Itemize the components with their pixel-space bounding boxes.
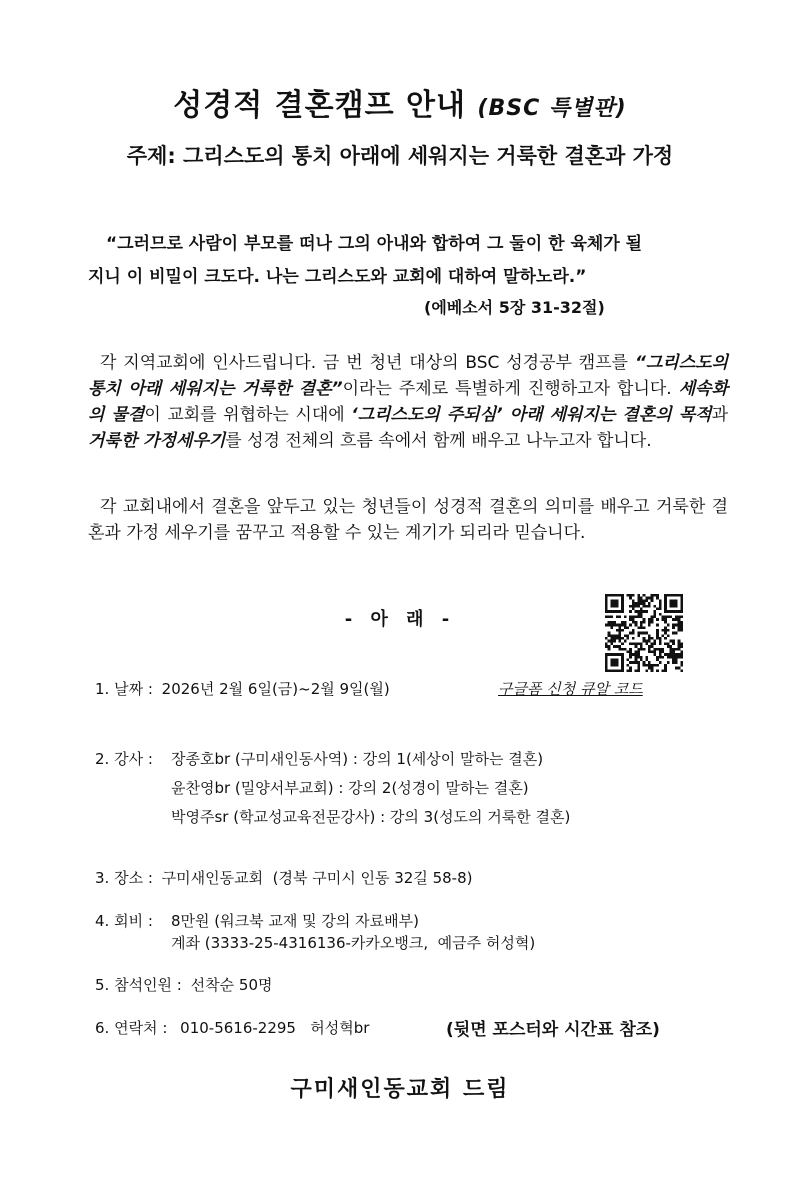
verse-line-2: 지니 이 비밀이 크도다. 나는 그리스도와 교회에 대하여 말하노라.” <box>88 267 587 287</box>
item-contact <box>95 1016 369 1040</box>
item-contact-value: 010-5616-2295 허성혁br <box>180 1019 370 1037</box>
qr-code[interactable] <box>605 594 683 672</box>
qr-caption: 구글폼 신청 큐알 코드 <box>498 680 643 698</box>
item-place-label: 3. 장소 : <box>95 869 153 887</box>
item-attendees-value: 선착순 50명 <box>190 976 273 994</box>
title-tag: (BSC 특별판) <box>477 96 627 121</box>
see-back-note: (뒷면 포스터와 시간표 참조) <box>446 1020 660 1040</box>
lecturer-row: 윤찬영br (밀양서부교회) : 강의 2(성경이 말하는 결혼) <box>171 779 529 797</box>
p1-emphasis-lordship: ‘그리스도의 주되심’ 아래 세워지는 결혼의 목적 <box>351 405 712 425</box>
item-fee-account: 계좌 (3333-25-4316136-카카오뱅크, 예금주 허성혁) <box>171 934 536 952</box>
lecturer-row: 박영주sr (학교성교육전문강사) : 강의 3(성도의 거룩한 결혼) <box>171 808 571 826</box>
item-place-value: 구미새인동교회 (경북 구미시 인동 32길 58-8) <box>161 869 473 887</box>
p1-text-2: 이라는 주제로 특별하게 진행하고자 합니다. <box>342 379 679 399</box>
item-date <box>95 677 390 701</box>
item-contact-label: 6. 연락처 : <box>95 1019 168 1037</box>
title-main: 성경적 결혼캠프 안내 <box>173 88 466 123</box>
p1-text-5: 를 성경 전체의 흐름 속에서 함께 배우고 나누고자 합니다. <box>225 431 652 451</box>
intro-paragraph <box>88 350 728 454</box>
lecturer-row: 장종호br (구미새인동사역) : 강의 1(세상이 말하는 결혼) <box>171 750 544 768</box>
verse-reference: (에베소서 5장 31-32절) <box>424 298 605 317</box>
verse-line-1: “그러므로 사람이 부모를 떠나 그의 아내와 합하여 그 둘이 한 육체가 될 <box>106 234 643 254</box>
item-date-value: 2026년 2월 6일(금)~2월 9일(월) <box>161 680 390 698</box>
item-attendees-label: 5. 참석인원 : <box>95 976 182 994</box>
bible-verse <box>88 228 728 294</box>
p1-text-4: 과 <box>711 405 728 425</box>
p1-emphasis-family: 거룩한 가정세우기 <box>88 431 226 451</box>
item-attendees <box>95 973 272 997</box>
subtitle: 주제: 그리스도의 통치 아래에 세워지는 거룩한 결혼과 가정 <box>126 144 674 168</box>
p1-text-3: 이 교회를 위협하는 시대에 <box>144 405 352 425</box>
p1-emphasis-secularization: 세속화의 물결 <box>88 379 728 425</box>
purpose-paragraph <box>88 494 728 546</box>
closing-signature: 구미새인동교회 드림 <box>290 1077 510 1102</box>
page-title <box>0 80 800 124</box>
section-heading: - 아 래 - <box>344 609 456 630</box>
item-fee-label: 4. 회비 : <box>95 912 153 930</box>
p1-text-1: 각 지역교회에 인사드립니다. 금 번 청년 대상의 BSC 성경공부 캠프를 <box>100 353 635 373</box>
item-place <box>95 866 472 890</box>
item-fee-value: 8만원 (워크북 교재 및 강의 자료배부) <box>171 912 419 930</box>
p1-theme: “그리스도의 통치 아래 세워지는 거룩한 결혼” <box>88 353 728 399</box>
item-lecturers-label: 2. 강사 : <box>95 750 153 768</box>
item-date-label: 1. 날짜 : <box>95 680 153 698</box>
p2-text: 각 교회내에서 결혼을 앞두고 있는 청년들이 성경적 결혼의 의미를 배우고 거룩한 결혼과 가정 세우기를 꿈꾸고 적용할 수 있는 계기가 되리라 믿습니다. <box>88 497 728 543</box>
